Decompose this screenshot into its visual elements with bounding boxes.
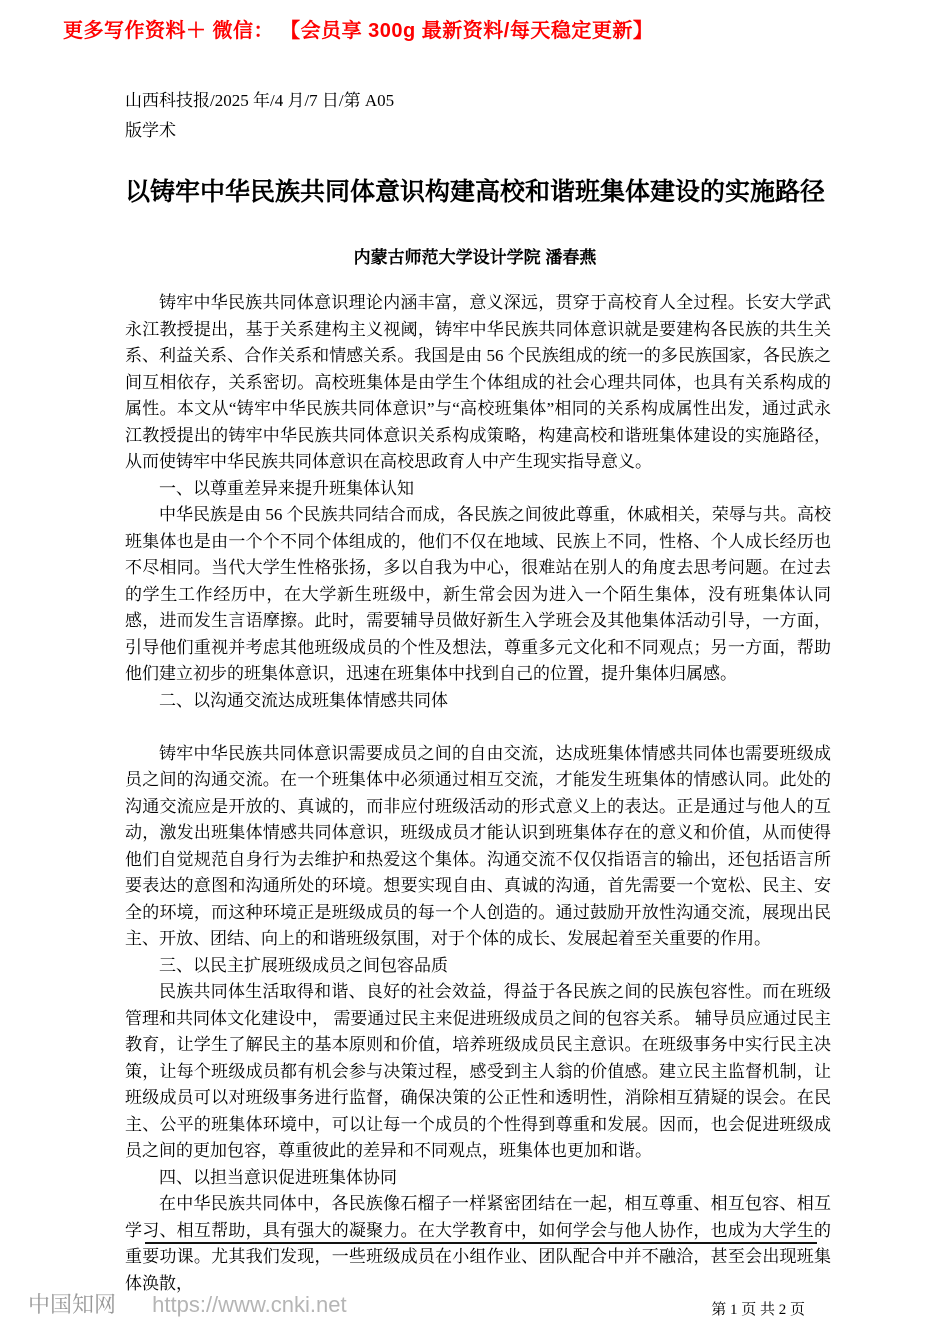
footer-divider xyxy=(145,1242,817,1244)
section-heading: 一、以尊重差异来提升班集体认知 xyxy=(159,478,414,498)
article-title: 以铸牢中华民族共同体意识构建高校和谐班集体建设的实施路径 xyxy=(124,177,825,206)
section-heading: 三、以民主扩展班级成员之间包容品质 xyxy=(159,955,448,975)
section-heading: 四、以担当意识促进班集体协同 xyxy=(159,1167,397,1187)
cnki-site-url: https://www.cnki.net xyxy=(152,1292,347,1317)
section-heading: 二、以沟通交流达成班集体情感共同体 xyxy=(159,690,448,710)
cnki-site-name: 中国知网 xyxy=(28,1292,117,1317)
publication-source-line2: 版学术 xyxy=(125,120,176,140)
article-author: 内蒙古师范大学设计学院 潘春燕 xyxy=(353,248,597,267)
cnki-watermark xyxy=(28,1288,347,1319)
body-paragraph: 铸牢中华民族共同体意识理论内涵丰富，意义深远，贯穿于高校育人全过程。长安大学武永江教授提出，基于关系建构主义视阈，铸牢中华民族共同体意识就是要建构各民族的共生关系、利益关系、合作关系和情感关系。我国是由 56 个民族组成的统一的多民族国家，各民族之间互相依存，关系密切。高校班集体是由学生个体组成的社会心理共同体，也具有关系构成的属性。本文从“铸牢中华民族共同体意识”与“高校班集体”相同的关系构成属性出发，通过武永江教授提出的铸牢中华民族共同体意识关系构成策略，构建高校和谐班集体建设的实施路径，从而使铸牢中华民族共同体意识在高校思政育人中产生现实指导意义。 xyxy=(125,293,831,471)
body-paragraph: 中华民族是由 56 个民族共同结合而成，各民族之间彼此尊重，休戚相关，荣辱与共。高校班集体也是由一个个不同个体组成的，他们不仅在地域、民族上不同，性格、个人成长经历也不尽相同。当代大学生性格张扬，多以自我为中心，很难站在别人的角度去思考问题。在过去的学生工作经历中，在大学新生班级中，新生常会因为进入一个陌生集体，没有班集体认同感，进而发生言语摩擦。此时，需要辅导员做好新生入学班会及其他集体活动引导，一方面，引导他们重视并考虑其他班级成员的个性及想法，尊重多元文化和不同观点；另一方面，帮助他们建立初步的班集体意识，迅速在班集体中找到自己的位置，提升集体归属感。 xyxy=(125,505,831,683)
body-paragraph: 民族共同体生活取得和谐、良好的社会效益，得益于各民族之间的民族包容性。而在班级管理和共同体文化建设中， 需要通过民主来促进班级成员之间的包容关系。 辅导员应通过民主教育，让学生了解民主的基本原则和价值，培养班级成员民主意识。在班级事务中实行民主决策，让每个班级成员都有机会参与决策过程，感受到主人翁的价值感。建立民主监督机制，让班级成员可以对班级事务进行监督，确保决策的公正性和透明性，消除相互猜疑的误会。在民主、公平的班集体环境中，可以让每一个成员的个性得到尊重和发展。因而，也会促进班级成员之间的更加包容，尊重彼此的差异和不同观点，班集体也更加和谐。 xyxy=(125,982,831,1160)
promo-banner-text: 更多写作资料＋ 微信： 【会员享 300g 最新资料/每天稳定更新】 xyxy=(63,20,654,42)
publication-source-line1: 山西科技报/2025 年/4 月/7 日/第 A05 xyxy=(125,91,395,110)
publication-source xyxy=(125,86,394,145)
body-paragraph: 铸牢中华民族共同体意识需要成员之间的自由交流，达成班集体情感共同体也需要班级成员之间的沟通交流。在一个班集体中必须通过相互交流，才能发生班集体的情感认同。此处的沟通交流应是开放的、真诚的，而非应付班级活动的形式意义上的表达。正是通过与他人的互动，激发出班集体情感共同体意识，班级成员才能认识到班集体存在的意义和价值，从而使得他们自觉规范自身行为去维护和热爱这个集体。沟通交流不仅仅指语言的输出，还包括语言所要表达的意图和沟通所处的环境。想要实现自由、真诚的沟通，首先需要一个宽松、民主、安全的环境，而这种环境正是班级成员的每一个人创造的。通过鼓励开放性沟通交流，展现出民主、开放、团结、向上的和谐班级氛围，对于个体的成长、发展起着至关重要的作用。 xyxy=(125,743,831,948)
blank-line xyxy=(125,714,831,741)
body-paragraph: 在中华民族共同体中，各民族像石榴子一样紧密团结在一起，相互尊重、相互包容、相互学习、相互帮助，具有强大的凝聚力。在大学教育中，如何学会与他人协作，也成为大学生的重要功课。尤其我们发现，一些班级成员在小组作业、团队配合中并不融洽，甚至会出现班集体涣散， xyxy=(125,1194,831,1293)
page-number: 第 1 页 共 2 页 xyxy=(711,1302,805,1318)
article-body xyxy=(125,290,831,1324)
